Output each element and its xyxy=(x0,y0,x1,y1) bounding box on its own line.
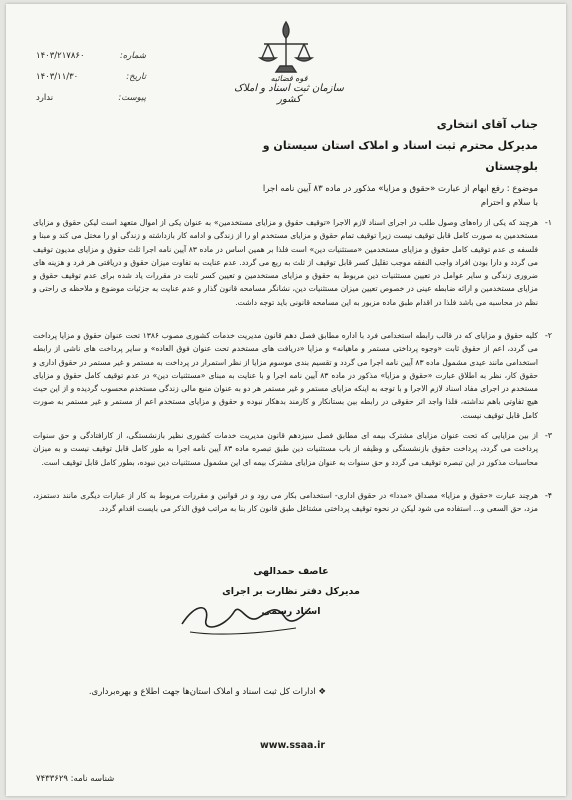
letter-page xyxy=(6,4,566,796)
letter-meta xyxy=(36,46,146,109)
greeting: با سلام و احترام xyxy=(480,198,538,208)
organization-name: قوه قضائیه سازمان ثبت اسناد و املاک کشور xyxy=(234,74,344,105)
signatory-name: عاصف حمدالهی xyxy=(253,566,329,577)
letter-subject xyxy=(38,182,538,210)
meta-number: شماره: ۱۴۰۳/۲۱۷۸۶۰ xyxy=(36,51,146,61)
carbon-copy: ❖ ادارات کل ثبت اسناد و املاک استان‌ها جهت اطلاع و بهره‌برداری. xyxy=(88,687,326,697)
paragraph-1: ۱- هرچند که یکی از راه‌های وصول طلب در اجرای اسناد لازم الاجرا «توقیف حقوق و مزایای مستخدمین» به عنوان یکی از اموال متعهد است لیکن حقوق و مزایای مستخدمین به صورت کامل قابل توقیف نیست زیرا توقیف تمام حقوق و مزایای مستخدم او را از زندگی و ادامه کار بازداشته و زندگی او را مختل می کند و مبنا و فلسفه ی عدم توقیف کامل حقوق و مزایای مستخدمین «مستثنیات دین» است فلذا بر همین اساس در ماده ۸۳ آیین نامه اجرا ثلث حقوق و مزایای مدیون توقیف می گردد و دارا بودن افراد واجب النفقه موجب تقلیل کسر قابل توقیف از ثلث به ربع می گردد. عدم عنایت به تفاوت میزان حقوق و دریافتی هر فرد و هزینه های ضروری زندگی و سایر عوامل در تعیین مستثنیات دین مربوط به حقوق و مزایای مستخدمین و تعیین کسر ثابت در مقررات یاد شده برای عدم توقیف حقوق و مزایای مستخدمین و ارائه ضابطه عینی در خصوص تعیین میزان مستثنیات دین، نشانگر مسامحه قانون گذار و عدم عنایت به جزئیات موضوع و ملاحظه ی راحتی و نظم در محاسبه می باشد فلذا در اقدام طبق ماده مزبور به این مسامحه قانونی باید توجه داشت. xyxy=(33,218,552,307)
website-link[interactable]: www.ssaa.ir xyxy=(260,740,326,751)
handwritten-signature-icon xyxy=(176,594,316,640)
signatory-title: مدیرکل دفتر نظارت بر اجرای اسناد رسمی xyxy=(222,586,360,617)
paragraph-3: ۳- از بین مزایایی که تحت عنوان مزایای مشترک بیمه ای مطابق فصل سیزدهم قانون مدیریت خدمات کشوری نظیر بازنشستگی، از کارافتادگی و حق سنوات پرداخت می گردد، پرداخت حقوق بازنشستگی و وظیفه از باب مستثنیات دین طبق تبصره ماده ۸۳ آیین نامه اجرا به طور کامل قابل توقیف نیست و به میزان محاسبات مذکور در این تبصره توقیف می گردد و حق سنوات به عنوان مزایای مشترک بیمه ای این مشمول مستثنیات دین نبوده، بطور کامل قابل توقیف است. xyxy=(33,431,552,467)
addressee xyxy=(238,114,538,177)
meta-attachment: پیوست: ندارد xyxy=(36,93,146,103)
letter-id: شناسه نامه: ۷۴۳۳۶۲۹ xyxy=(36,774,115,784)
addressee-name: جناب آقای انتخاری xyxy=(436,118,538,131)
paragraph-4: ۴- هرچند عبارت «حقوق و مزایا» مصداق «مددا» در حقوق اداری- استخدامی بکار می رود و در قوانین و مقررات مربوط به کار از عبارات دیگری مانند دستمزد، مزد، حق السعی و... استفاده می شود لیکن در نحوه توقیف پرداختی مشتاغل طبق قانون کار بنا به مراتب فوق الذکر می بایست اقدام گردد. xyxy=(33,491,552,514)
meta-date: تاریخ: ۱۴۰۳/۱۱/۳۰ xyxy=(36,72,146,82)
bullet-icon: ❖ xyxy=(318,687,326,697)
paragraph-2: ۲- کلیه حقوق و مزایای که در قالب رابطه استخدامی فرد با اداره مطابق فصل دهم قانون مدیریت خدمات کشوری مصوب ۱۳۸۶ تحت عنوان حقوق و مزایا پرداخت می گردد، اعم از حقوق ثابت «وجوه پرداختی مستمر و ماهیانه» و مزایا «دریافت های مستخدم تحت عنوان فوق العاده» و سایر پرداخت های ناشی از رابطه استخدامی مانند عیدی مشمول ماده ۸۳ آیین نامه اجرا می گردد و تقسیم بندی موسوم مزایا از نظر استمرار در پرداخت به مستمر و غیر مستمر در حقوق اداری و حقوق کار، نظر به اطلاق عبارت «حقوق و مزایا» مذکور در ماده ۸۳ آیین نامه اجرا و با عنایت به مبنای «مستثنیات دین» در عدم توقیف کامل حقوق و مزایای مستخدم در اجرای مفاد اسناد لازم الاجرا و با توجه به اینکه مزایای مستمر و غیر مستمر هر دو به عنوان منبع مالی زندگی مستخدم محسوب گردیده و از این حیث هیچ تفاوتی باهم نداشته، فلذا واجد اثر حقوقی در رابطه بین بستانکار و کارمند بدهکار نبوده و حقوق و مزایای مستخدم اعم از مستمر و غیر مستمر به صورت کامل قابل توقیف نیست. xyxy=(33,331,552,420)
subject-line: موضوع : رفع ابهام از عبارت «حقوق و مزایا» مذکور در ماده ۸۳ آیین نامه اجرا xyxy=(262,184,538,194)
addressee-title: مدیرکل محترم ثبت اسناد و املاک استان سیستان و بلوچستان xyxy=(262,139,538,173)
